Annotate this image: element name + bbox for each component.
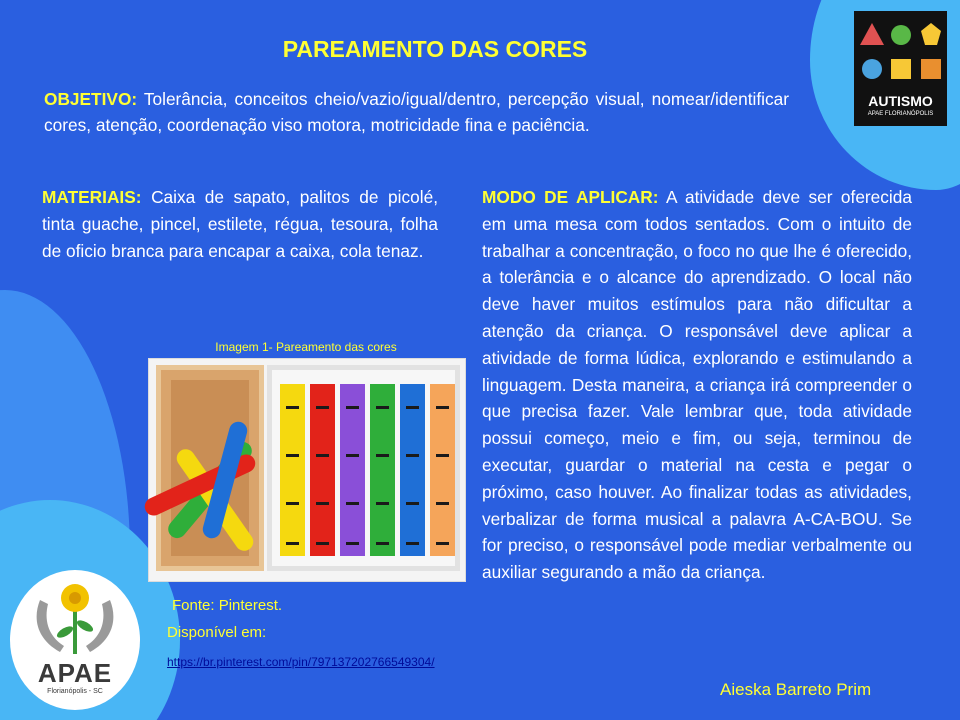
objetivo-paragraph — [44, 86, 789, 138]
photo-color-column — [370, 384, 395, 556]
photo-slot — [346, 542, 359, 545]
photo-slot — [286, 406, 299, 409]
apae-logo-subtitle: Florianópolis - SC — [47, 688, 103, 695]
photo-slot — [346, 502, 359, 505]
photo-slot — [406, 502, 419, 505]
photo-slot — [406, 454, 419, 457]
apae-logo-title: APAE — [37, 658, 113, 688]
photo-slot — [316, 542, 329, 545]
photo-slot — [346, 454, 359, 457]
photo-color-column — [430, 384, 455, 556]
photo-slot — [316, 502, 329, 505]
apae-logo — [10, 570, 140, 710]
photo-box-right — [267, 365, 460, 571]
photo-slot — [316, 454, 329, 457]
source-text: Fonte: Pinterest. — [172, 597, 283, 614]
photo-color-column — [340, 384, 365, 556]
materiais-text: Caixa de sapato, palitos de picolé, tinta guache, pincel, estilete, régua, tesoura, folha de oficio branca para encapar a caixa, cola tenaz. — [42, 187, 438, 261]
photo-slot — [346, 406, 359, 409]
author-name: Aieska Barreto Prim — [720, 680, 872, 699]
photo-slot — [376, 454, 389, 457]
autismo-shapes-icon — [854, 11, 947, 91]
apae-flower-hands-icon — [10, 570, 140, 660]
photo-slot — [436, 406, 449, 409]
photo-slot — [376, 542, 389, 545]
page-title: PAREAMENTO DAS CORES — [282, 36, 588, 62]
photo-slot — [376, 406, 389, 409]
photo-slot — [406, 406, 419, 409]
photo-slot — [316, 406, 329, 409]
objetivo-label: OBJETIVO: — [44, 89, 138, 109]
photo-slot — [436, 542, 449, 545]
photo-slot — [436, 454, 449, 457]
available-at-text: Disponível em: — [167, 624, 267, 641]
autismo-logo-subtitle: APAE FLORIANÓPOLIS — [867, 111, 934, 117]
materiais-paragraph — [42, 184, 438, 264]
objetivo-text: Tolerância, conceitos cheio/vazio/igual/dentro, percepção visual, nomear/identificar cores, atenção, coordenação viso motora, motricidade fina e paciência. — [44, 89, 789, 135]
photo-slot — [376, 502, 389, 505]
photo-slot — [436, 502, 449, 505]
modo-text: A atividade deve ser oferecida em uma mesa com todos sentados. Com o intuito de trabalhar a concentração, o foco no que lhe é oferecido, a tolerância e o alcance do aprendizado. O local não deve haver muitos estímulos para não dificultar a atenção da criança. O responsável deve aplicar a atividade de forma lúdica, explorando e estimulando a linguagem. Desta maneira, a criança irá compreender o que precisa fazer. Vale lembrar que, toda atividade possui começo, meio e fim, ou seja, terminou de executar, guardar o material na cesta e pegar o próximo, caso houver. Ao finalizar todas as atividades, verbalizar de forma musical a palavra A-CA-BOU. Se for preciso, o responsável pode mediar verbalmente ou auxiliar segurando a mão da criança. — [482, 187, 912, 583]
photo-color-column — [400, 384, 425, 556]
activity-photo — [148, 358, 466, 582]
modo-paragraph — [482, 184, 912, 586]
autismo-logo — [854, 11, 947, 126]
photo-box-left — [156, 365, 264, 571]
image-caption: Imagem 1- Pareamento das cores — [215, 340, 397, 354]
photo-slot — [286, 502, 299, 505]
photo-slot — [286, 542, 299, 545]
modo-label: MODO DE APLICAR: — [482, 187, 659, 207]
photo-color-column — [310, 384, 335, 556]
source-link[interactable]: https://br.pinterest.com/pin/797137202766549304/ — [167, 655, 435, 669]
photo-color-column — [280, 384, 305, 556]
photo-slot — [286, 454, 299, 457]
photo-slot — [406, 542, 419, 545]
autismo-logo-title: AUTISMO — [868, 93, 933, 109]
materiais-label: MATERIAIS: — [42, 187, 142, 207]
